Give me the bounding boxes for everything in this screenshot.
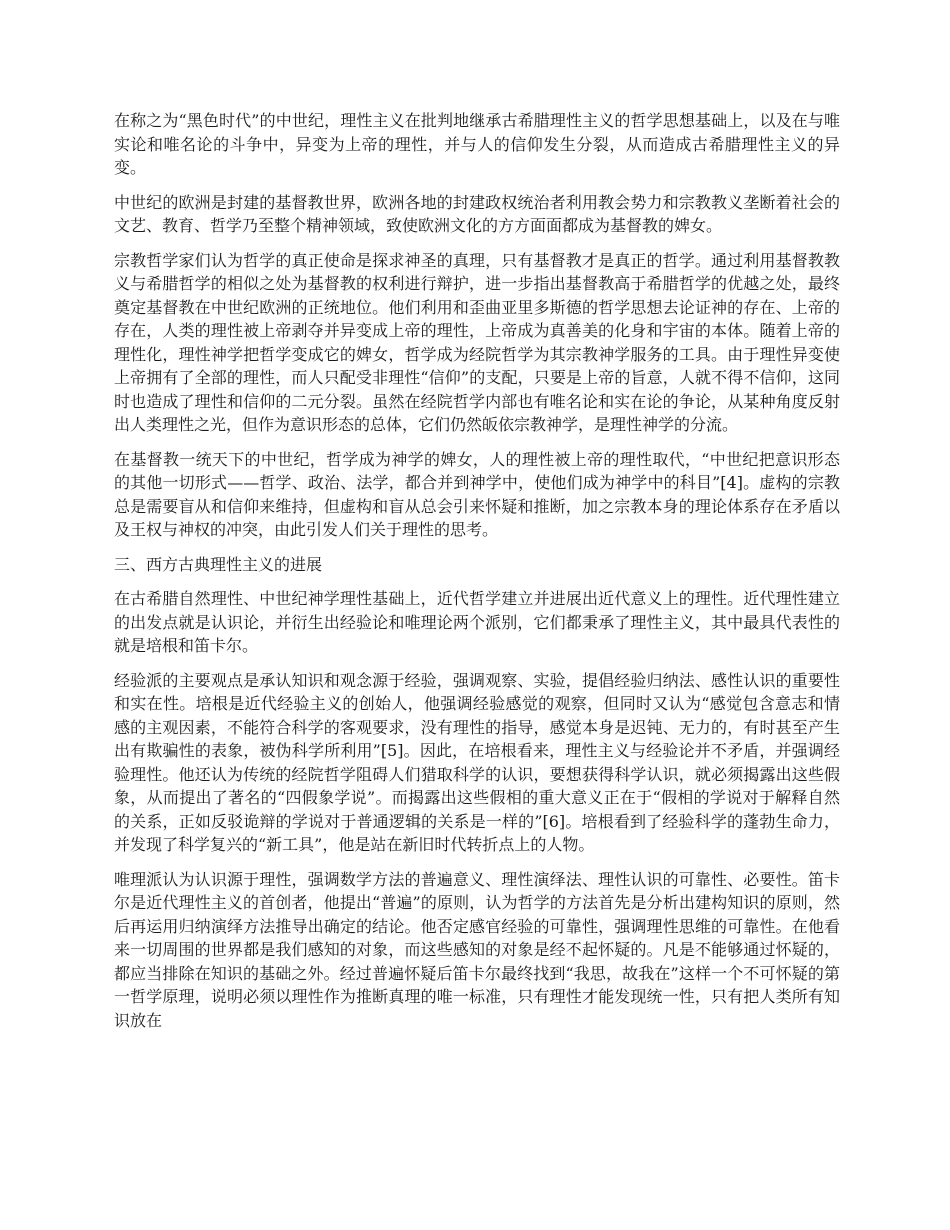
document-body bbox=[114, 109, 840, 1043]
paragraph: 经验派的主要观点是承认知识和观念源于经验，强调观察、实验，提倡经验归纳法、感性认识的重要性和实在性。培根是近代经验主义的创始人，他强调经验感觉的观察，但同时又认为“感觉包含意志和情感的主观因素，不能符合科学的客观要求，没有理性的指导，感觉本身是迟钝、无力的，有时甚至产生出有欺骗性的表象，被伪科学所利用”[5]。因此，在培根看来，理性主义与经验论并不矛盾，并强调经验理性。他还认为传统的经院哲学阻碍人们猎取科学的认识，要想获得科学认识，就必须揭露出这些假象，从而提出了著名的“四假象学说”。而揭露出这些假相的重大意义正在于“假相的学说对于解释自然的关系，正如反驳诡辩的学说对于普通逻辑的关系是一样的”[6]。培根看到了经验科学的蓬勃生命力，并发现了科学复兴的“新工具”，他是站在新旧时代转折点上的人物。 bbox=[114, 670, 840, 854]
paragraph: 中世纪的欧洲是封建的基督教世界，欧洲各地的封建政权统治者利用教会势力和宗教教义垄断着社会的文艺、教育、哲学乃至整个精神领域，致使欧洲文化的方方面面都成为基督教的婢女。 bbox=[114, 192, 840, 235]
paragraph: 在称之为“黑色时代”的中世纪，理性主义在批判地继承古希腊理性主义的哲学思想基础上，以及在与唯实论和唯名论的斗争中，异变为上帝的理性，并与人的信仰发生分裂，从而造成古希腊理性主义的异变。 bbox=[114, 111, 840, 177]
section-heading: 三、西方古典理性主义的进展 bbox=[114, 554, 323, 574]
paragraph: 宗教哲学家们认为哲学的真正使命是探求神圣的真理，只有基督教才是真正的哲学。通过利用基督教教义与希腊哲学的相似之处为基督教的权利进行辩护，进一步指出基督教高于希腊哲学的优越之处，最终奠定基督教在中世纪欧洲的正统地位。他们利用和歪曲亚里多斯德的哲学思想去论证神的存在、上帝的存在，人类的理性被上帝剥夺并异变成上帝的理性，上帝成为真善美的化身和宇宙的本体。随着上帝的理性化，理性神学把哲学变成它的婢女，哲学成为经院哲学为其宗教神学服务的工具。由于理性异变使上帝拥有了全部的理性，而人只配受非理性“信仰”的支配，只要是上帝的旨意，人就不得不信仰，这同时也造成了理性和信仰的二元分裂。虽然在经院哲学内部也有唯名论和实在论的争论，从某种角度反射出人类理性之光，但作为意识形态的总体，它们仍然皈依宗教神学，是理性神学的分流。 bbox=[114, 250, 840, 434]
paragraph: 唯理派认为认识源于理性，强调数学方法的普遍意义、理性演绎法、理性认识的可靠性、必要性。笛卡尔是近代理性主义的首创者，他提出“普遍”的原则，认为哲学的方法首先是分析出建构知识的原则，然后再运用归纳演绎方法推导出确定的结论。他否定感官经验的可靠性，强调理性思维的可靠性。在他看来一切周围的世界都是我们感知的对象，而这些感知的对象是经不起怀疑的。凡是不能够通过怀疑的，都应当排除在知识的基础之外。经过普遍怀疑后笛卡尔最终找到“我思，故我在”这样一个不可怀疑的第一哲学原理，说明必须以理性作为推断真理的唯一标准，只有理性才能发现统一性，只有把人类所有知识放在 bbox=[114, 869, 840, 1030]
paragraph: 在基督教一统天下的中世纪，哲学成为神学的婢女，人的理性被上帝的理性取代，“中世纪把意识形态的其他一切形式——哲学、政治、法学，都合并到神学中，使他们成为神学中的科目”[4]。虚构的宗教总是需要盲从和信仰来维持，但虚构和盲从总会引来怀疑和推断，加之宗教本身的理论体系存在矛盾以及王权与神权的冲突，由此引发人们关于理性的思考。 bbox=[114, 449, 840, 539]
paragraph: 在古希腊自然理性、中世纪神学理性基础上，近代哲学建立并进展出近代意义上的理性。近代理性建立的出发点就是认识论，并衍生出经验论和唯理论两个派别，它们都秉承了理性主义，其中最具代表性的就是培根和笛卡尔。 bbox=[114, 589, 840, 655]
